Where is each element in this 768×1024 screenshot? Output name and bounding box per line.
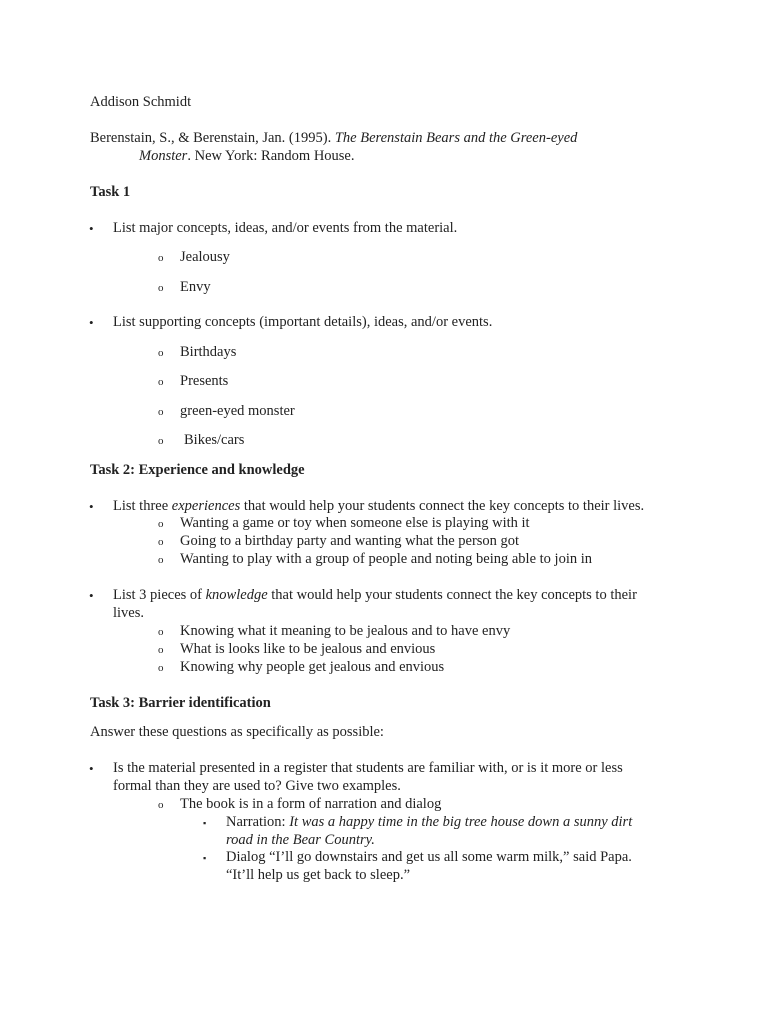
task3-question-1: Is the material presented in a register that students are familiar with, or is it more or less — [113, 760, 623, 776]
narration-line-2: road in the Bear Country. — [226, 832, 375, 848]
circle-marker: o — [158, 518, 164, 530]
list-item: The book is in a form of narration and dialog — [180, 796, 442, 812]
circle-marker: o — [158, 376, 164, 388]
circle-marker: o — [158, 626, 164, 638]
square-marker: ▪ — [203, 853, 207, 863]
question-text: List 3 pieces of — [113, 587, 206, 603]
circle-marker: o — [158, 252, 164, 264]
circle-marker: o — [158, 282, 164, 294]
list-item: Wanting a game or toy when someone else is playing with it — [180, 515, 530, 531]
list-item: Jealousy — [180, 249, 230, 265]
list-item: Wanting to play with a group of people and noting being able to join in — [180, 551, 593, 567]
question-text: that would help your students connect the key concepts to their lives. — [240, 498, 645, 514]
list-item: Knowing why people get jealous and envious — [180, 659, 445, 675]
narration-label: Narration: — [226, 814, 290, 830]
bullet-marker: • — [89, 761, 94, 776]
circle-marker: o — [158, 799, 164, 811]
task2-question-2-cont: lives. — [113, 605, 145, 621]
bullet-marker: • — [89, 499, 94, 514]
list-item: Envy — [180, 279, 211, 295]
task3-question-1-cont: formal than they are used to? Give two examples. — [113, 778, 401, 794]
question-text: List three — [113, 498, 172, 514]
citation-title-cont: Monster — [139, 148, 188, 164]
task2-question-2 — [113, 586, 637, 604]
list-item: Birthdays — [180, 344, 237, 360]
task2-question-1 — [113, 497, 644, 515]
question-emphasis: experiences — [171, 498, 241, 514]
list-item: Going to a birthday party and wanting what the person got — [180, 533, 520, 549]
list-item: What is looks like to be jealous and envious — [180, 641, 436, 657]
list-item: Knowing what it meaning to be jealous and to have envy — [180, 623, 511, 639]
task3-intro: Answer these questions as specifically as possible: — [90, 724, 384, 740]
circle-marker: o — [158, 536, 164, 548]
list-item: Presents — [180, 373, 229, 389]
square-marker: ▪ — [203, 818, 207, 828]
bullet-marker: • — [89, 588, 94, 603]
list-item: Bikes/cars — [184, 432, 245, 448]
citation-authors: Berenstain, S., & Berenstain, Jan. (1995). — [90, 130, 335, 146]
narration-line-1 — [226, 813, 632, 831]
circle-marker: o — [158, 662, 164, 674]
circle-marker: o — [158, 406, 164, 418]
task1-bullet-2: List supporting concepts (important details), ideas, and/or events. — [113, 314, 493, 330]
citation-line-1 — [90, 129, 577, 147]
dialog-line-2: “It’ll help us get back to sleep.” — [226, 867, 411, 883]
circle-marker: o — [158, 554, 164, 566]
question-text: that would help your students connect the key concepts to their — [267, 587, 637, 603]
task1-heading: Task 1 — [90, 184, 131, 200]
task2-heading: Task 2: Experience and knowledge — [90, 462, 305, 478]
author-name: Addison Schmidt — [90, 94, 192, 110]
task1-bullet-1: List major concepts, ideas, and/or events from the material. — [113, 220, 458, 236]
narration-quote: It was a happy time in the big tree house down a sunny dirt — [289, 814, 633, 830]
circle-marker: o — [158, 435, 164, 447]
citation-title: The Berenstain Bears and the Green-eyed — [334, 130, 578, 146]
circle-marker: o — [158, 644, 164, 656]
citation-publisher: . New York: Random House. — [187, 148, 355, 164]
list-item: green-eyed monster — [180, 403, 295, 419]
task3-heading: Task 3: Barrier identification — [90, 695, 271, 711]
bullet-marker: • — [89, 221, 94, 236]
citation-line-2 — [139, 147, 355, 165]
circle-marker: o — [158, 347, 164, 359]
dialog-line-1: Dialog “I’ll go downstairs and get us all some warm milk,” said Papa. — [226, 849, 632, 865]
question-emphasis: knowledge — [205, 587, 268, 603]
bullet-marker: • — [89, 315, 94, 330]
